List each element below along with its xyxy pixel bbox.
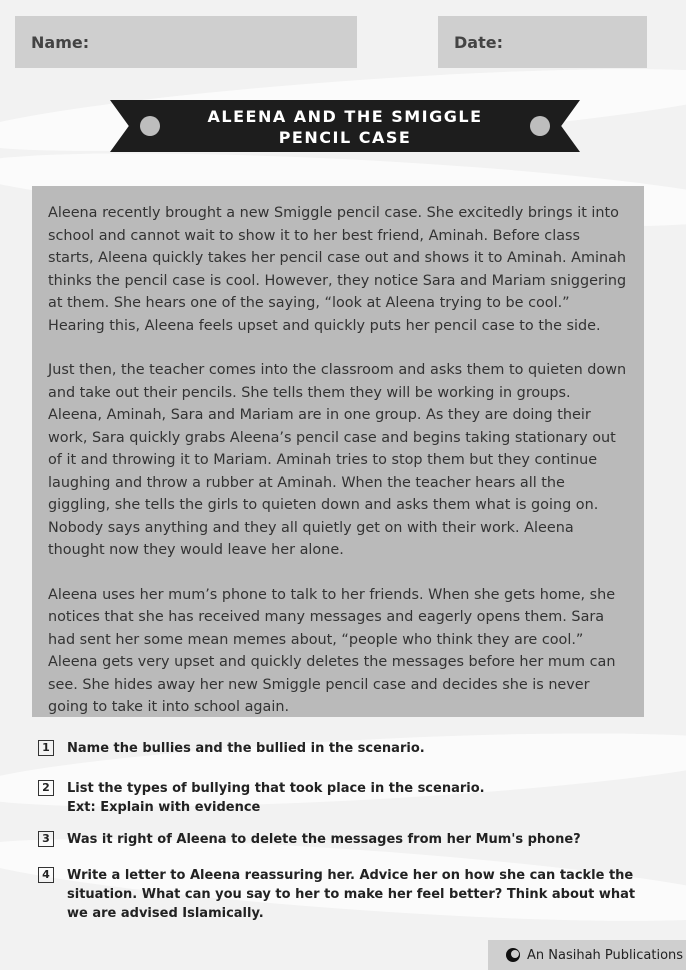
banner-dot-left bbox=[140, 116, 160, 136]
story-box bbox=[32, 186, 644, 717]
publisher-name: An Nasihah Publications bbox=[527, 947, 684, 963]
story-paragraph: Aleena recently brought a new Smiggle pencil case. She excitedly brings it into school and cannot wait to show it to her best friend, Aminah. Before class starts, Aleena quickly takes her pencil case out and shows it to Aminah. Aminah thinks the pencil case is cool. However, they notice Sara and Mariam sniggering at them. She hears one of the saying, “look at Aleena trying to be cool.” Hearing this, Aleena feels upset and quickly puts her pencil case to the side. bbox=[48, 205, 627, 334]
question-number: 4 bbox=[38, 867, 54, 883]
question-number: 1 bbox=[38, 740, 54, 756]
question-number: 2 bbox=[38, 780, 54, 796]
name-field[interactable] bbox=[15, 16, 357, 68]
story-paragraph: Aleena uses her mum’s phone to talk to her friends. When she gets home, she notices that she has received many messages and eagerly opens them. Sara had sent her some mean memes about, “people who think they are cool.” Aleena gets very upset and quickly deletes the messages before her mum can see. She hides away her new Smiggle pencil case and decides she is never going to take it into school again. bbox=[48, 586, 616, 715]
publisher-logo-icon bbox=[506, 948, 520, 962]
date-field[interactable] bbox=[438, 16, 647, 68]
page-title: ALEENA AND THE SMIGGLE PENCIL CASE bbox=[207, 107, 483, 147]
question-text: Write a letter to Aleena reassuring her. Advice her on how she can tackle the situation. What can you say to her to make her feel better? Think about what we are advised Islamically. bbox=[67, 868, 636, 921]
date-label: Date: bbox=[454, 32, 503, 52]
question-4 bbox=[38, 866, 657, 923]
question-text: Name the bullies and the bullied in the scenario. bbox=[67, 741, 425, 756]
question-text: List the types of bullying that took place in the scenario. Ext: Explain with evidence bbox=[67, 779, 657, 817]
question-number: 3 bbox=[38, 831, 54, 847]
question-3 bbox=[38, 830, 657, 849]
banner-dot-right bbox=[530, 116, 550, 136]
publisher-footer bbox=[488, 940, 686, 970]
name-label: Name: bbox=[31, 32, 90, 52]
title-banner bbox=[110, 100, 580, 152]
question-1 bbox=[38, 739, 657, 758]
question-extension: Ext: Explain with evidence bbox=[67, 800, 261, 815]
question-2 bbox=[38, 779, 657, 817]
question-text: Was it right of Aleena to delete the messages from her Mum's phone? bbox=[67, 832, 581, 847]
story-paragraph: Just then, the teacher comes into the classroom and asks them to quieten down and take out their pencils. She tells them they will be working in groups. Aleena, Aminah, Sara and Mariam are in one group. As they are doing their work, Sara quickly grabs Aleena’s pencil case and begins taking stationary out of it and throwing it to Mariam. Aminah tries to stop them but they continue laughing and throw a rubber at Aminah. When the teacher hears all the giggling, she tells the girls to quieten down and asks them what is going on. Nobody says anything and they all quietly get on with their work. Aleena thought now they would leave her alone. bbox=[48, 362, 627, 558]
